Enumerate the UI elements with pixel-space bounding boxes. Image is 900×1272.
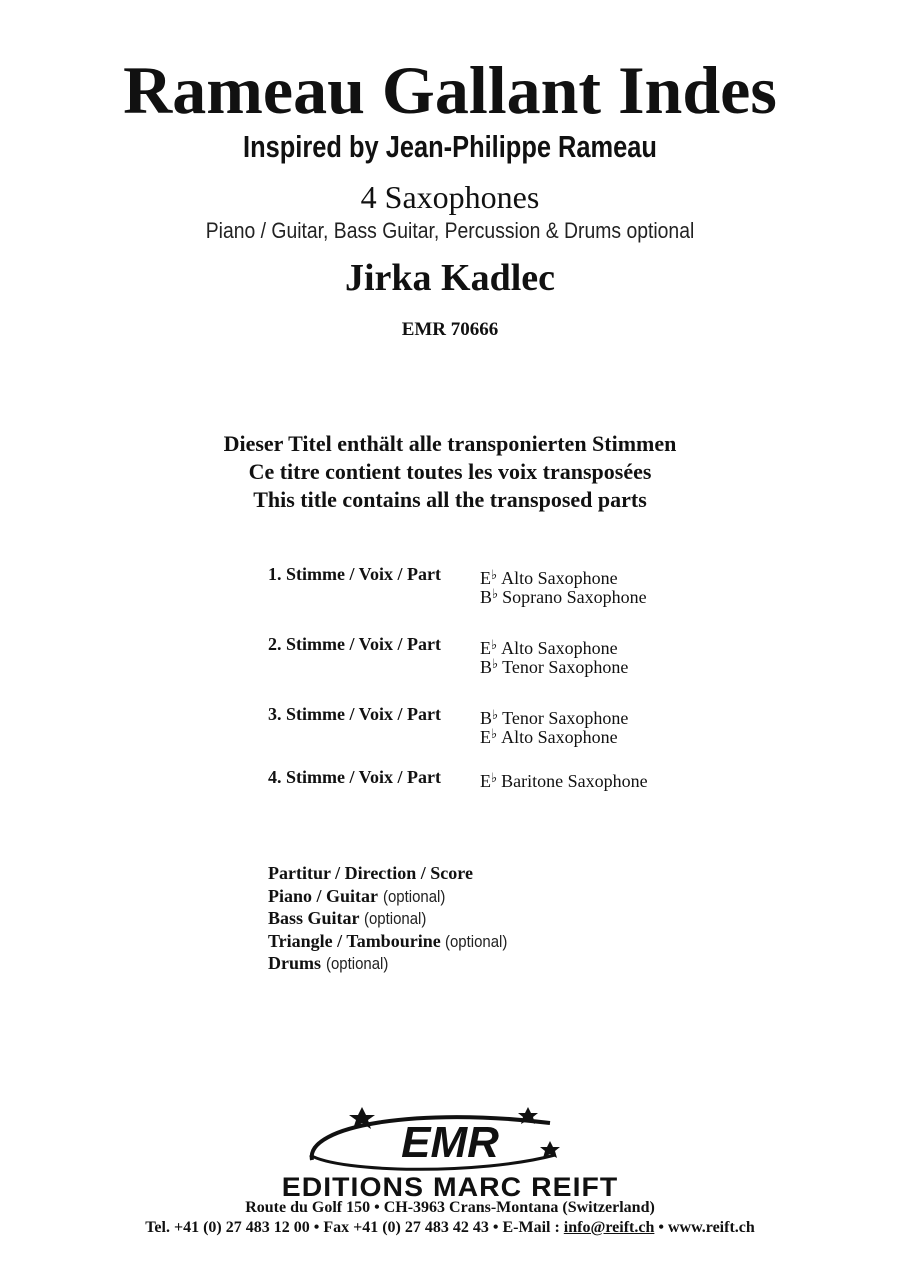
flat-icon: ♭ bbox=[492, 707, 499, 722]
list-item: Triangle / Tambourine (optional) bbox=[268, 930, 508, 951]
part-label: 2. Stimme / Voix / Part bbox=[268, 634, 441, 654]
list-item: Bass Guitar (optional) bbox=[268, 908, 427, 928]
catalog-number: EMR 70666 bbox=[401, 319, 499, 340]
list-item: Drums (optional) bbox=[268, 953, 388, 973]
flat-icon: ♭ bbox=[491, 567, 498, 582]
publisher-contact: Tel. +41 (0) 27 483 12 00 • Fax +41 (0) 27 483 42 43 • E-Mail : info@reift.ch • www.reift.ch bbox=[145, 1219, 755, 1236]
flat-icon: ♭ bbox=[492, 586, 499, 601]
part-label: 1. Stimme / Voix / Part bbox=[268, 564, 441, 584]
part-row bbox=[268, 768, 788, 838]
subtitle: Inspired by Jean-Philippe Rameau bbox=[243, 129, 657, 164]
list-item: Partitur / Direction / Score bbox=[268, 863, 473, 883]
publisher-name: EDITIONS MARC REIFT bbox=[281, 1172, 619, 1202]
instrument-line: E♭ Alto Saxophone bbox=[480, 567, 618, 588]
svg-text:EMR: EMR bbox=[401, 1118, 499, 1167]
flat-icon: ♭ bbox=[491, 726, 498, 741]
list-item: Piano / Guitar (optional) bbox=[268, 885, 445, 906]
flat-icon: ♭ bbox=[491, 637, 498, 652]
page-title: Rameau Gallant Indes bbox=[123, 52, 777, 128]
part-label: 3. Stimme / Voix / Part bbox=[268, 704, 441, 724]
note-german: Dieser Titel enthält alle transponierten Stimmen bbox=[223, 431, 677, 456]
instrumentation: 4 Saxophones bbox=[360, 179, 540, 215]
instrument-line: B♭ Tenor Saxophone bbox=[480, 707, 629, 728]
part-instruments bbox=[480, 768, 648, 791]
composer: Jirka Kadlec bbox=[344, 257, 556, 299]
emr-logo bbox=[300, 1105, 600, 1175]
publisher-address: Route du Golf 150 • CH-3963 Crans-Montana (Switzerland) bbox=[245, 1199, 655, 1216]
extras-list bbox=[268, 862, 516, 975]
flat-icon: ♭ bbox=[491, 770, 498, 785]
parts-list bbox=[268, 565, 788, 845]
instrument-line: B♭ Soprano Saxophone bbox=[480, 586, 647, 607]
note-french: Ce titre contient toutes les voix transposées bbox=[248, 459, 652, 484]
part-row bbox=[268, 565, 788, 635]
part-instruments bbox=[480, 635, 629, 677]
instrument-line: E♭ Alto Saxophone bbox=[480, 637, 618, 658]
instrument-line: E♭ Alto Saxophone bbox=[480, 726, 618, 747]
part-instruments bbox=[480, 705, 629, 747]
optional-instruments: Piano / Guitar, Bass Guitar, Percussion & Drums optional bbox=[205, 218, 695, 243]
instrument-line: B♭ Tenor Saxophone bbox=[480, 656, 629, 677]
part-label: 4. Stimme / Voix / Part bbox=[268, 767, 441, 787]
part-row bbox=[268, 635, 788, 705]
note-english: This title contains all the transposed parts bbox=[253, 487, 647, 512]
email-link[interactable]: info@reift.ch bbox=[563, 1219, 655, 1236]
part-instruments bbox=[480, 565, 647, 607]
instrument-line: E♭ Baritone Saxophone bbox=[480, 770, 648, 791]
transposition-notes bbox=[0, 430, 900, 514]
flat-icon: ♭ bbox=[492, 656, 499, 671]
part-row bbox=[268, 705, 788, 775]
